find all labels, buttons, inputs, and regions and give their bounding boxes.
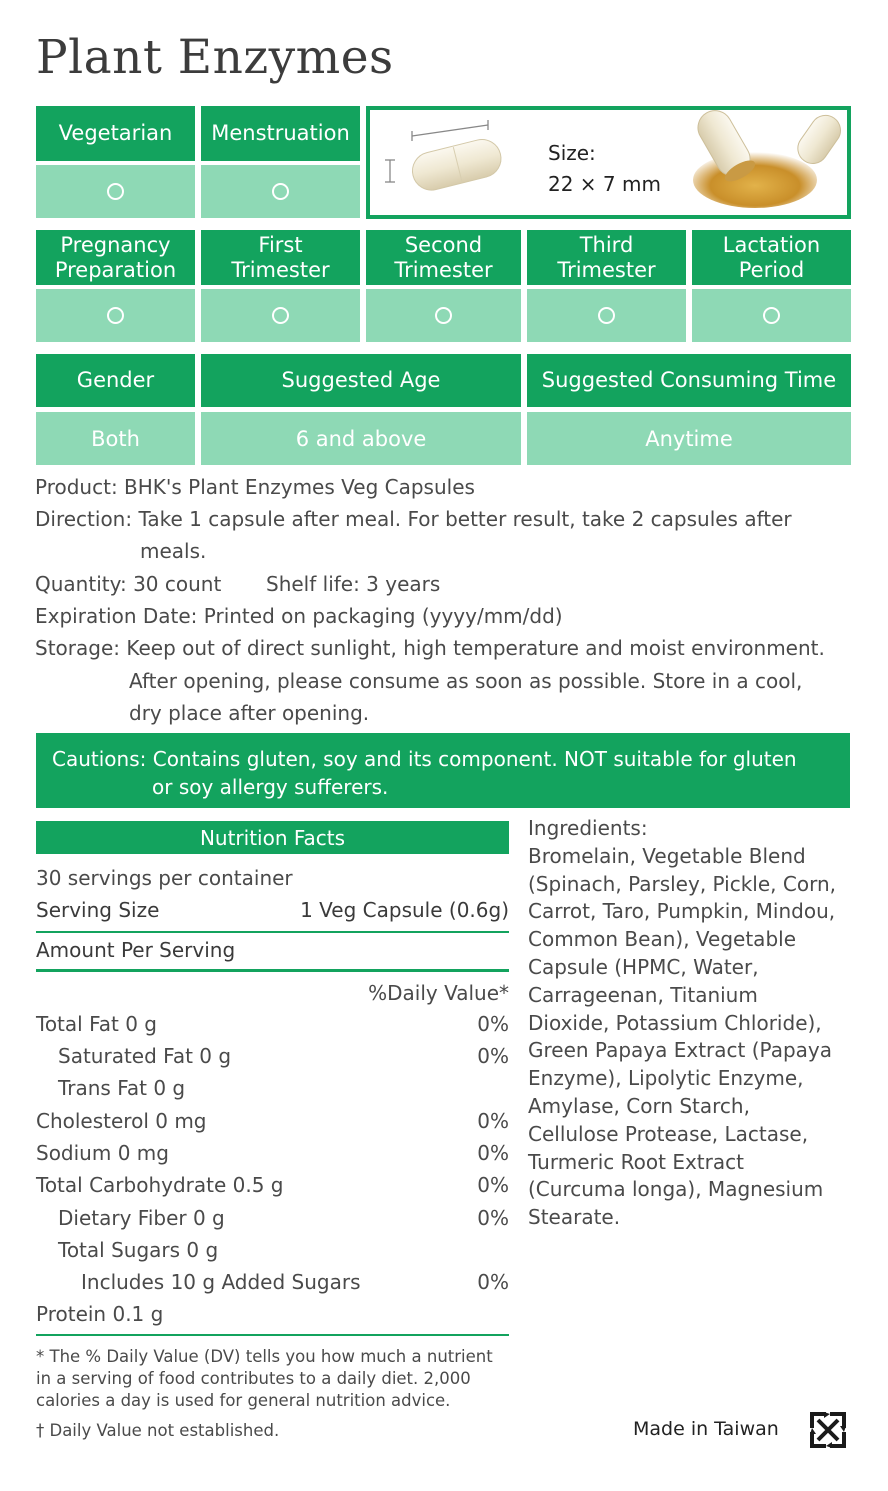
nutrient-label: Total Fat 0 g [36, 1012, 157, 1036]
size-value: 22 × 7 mm [548, 172, 661, 196]
ingredients-line: Bromelain, Vegetable Blend [528, 843, 806, 868]
nutrient-label: Dietary Fiber 0 g [58, 1206, 225, 1230]
cautions-line-cont: or soy allergy sufferers. [152, 775, 389, 799]
header-label-line1: Second [404, 232, 483, 257]
header-label-line2: Trimester [557, 257, 656, 282]
nutrition-facts-title: Nutrition Facts [36, 821, 509, 854]
header-label: Vegetarian [58, 121, 173, 145]
nutrient-row [36, 1266, 509, 1298]
header-suggested-age: Suggested Age [201, 354, 521, 407]
footnote-line: in a serving of food contributes to a daily diet. 2,000 [36, 1369, 471, 1388]
daily-value-footnote [36, 1346, 493, 1412]
nutrient-label: Total Sugars 0 g [58, 1238, 219, 1262]
amount-per-serving [36, 934, 509, 966]
header-menstruation [201, 106, 360, 161]
circle-icon [107, 307, 124, 324]
value-suggested-age: 6 and above [201, 412, 521, 465]
nutrient-pct: 0% [477, 1044, 509, 1068]
nutrient-row [36, 1072, 509, 1104]
nutrient-label: Saturated Fat 0 g [58, 1044, 232, 1068]
nutrient-row [36, 1202, 509, 1234]
header-label-line2: Trimester [231, 257, 330, 282]
nutrient-row [36, 1008, 509, 1040]
value-third-trimester [527, 289, 686, 342]
ingredients-line: Carrot, Taro, Pumpkin, Mindou, [528, 899, 836, 924]
nutrient-label: Total Carbohydrate 0.5 g [36, 1173, 284, 1197]
header-label-line1: Third [579, 232, 634, 257]
circle-icon [272, 183, 289, 200]
value-suggested-time: Anytime [527, 412, 851, 465]
nutrient-pct: 0% [477, 1270, 509, 1294]
header-first-trimester [201, 230, 360, 285]
header-label: Menstruation [211, 121, 350, 145]
servings-per-container [36, 862, 509, 894]
circle-icon [107, 183, 124, 200]
ingredients-line: Stearate. [528, 1205, 621, 1230]
daily-value-label: %Daily Value* [368, 981, 509, 1005]
ingredients-label: Ingredients: [528, 816, 648, 840]
expiration-line: Expiration Date: Printed on packaging (yyyy/mm/dd) [35, 604, 563, 628]
ingredients-line: Enzyme), Lipolytic Enzyme, [528, 1066, 804, 1091]
servings-text: 30 servings per container [36, 866, 293, 890]
ingredients-line: Capsule (HPMC, Water, [528, 954, 759, 979]
value-second-trimester [366, 289, 521, 342]
ingredients-line: (Curcuma longa), Magnesium [528, 1177, 824, 1202]
ingredients-line: Common Bean), Vegetable [528, 927, 796, 952]
serving-size-value: 1 Veg Capsule (0.6g) [300, 898, 509, 922]
nutrient-row [36, 1137, 509, 1169]
value-menstruation [201, 165, 360, 218]
dagger-footnote: † Daily Value not established. [36, 1421, 280, 1440]
direction-line: Direction: Take 1 capsule after meal. For better result, take 2 capsules after [35, 507, 792, 531]
ingredients-line: Amylase, Corn Starch, [528, 1093, 750, 1118]
capsule-size-text [548, 138, 661, 200]
recycle-icon [808, 1410, 848, 1450]
nutrient-pct: 0% [477, 1012, 509, 1036]
header-second-trimester [366, 230, 521, 285]
ingredients-line: (Spinach, Parsley, Pickle, Corn, [528, 871, 836, 896]
circle-icon [598, 307, 615, 324]
nutrient-pct: 0% [477, 1173, 509, 1197]
nutrient-pct: 0% [477, 1141, 509, 1165]
nutrient-row [36, 1298, 509, 1330]
capsule-size-box [366, 106, 851, 219]
ingredients-line: Green Papaya Extract (Papaya [528, 1038, 832, 1063]
storage-line: Storage: Keep out of direct sunlight, high temperature and moist environment. [35, 636, 825, 660]
nutrient-row [36, 1105, 509, 1137]
footnote-line: calories a day is used for general nutrition advice. [36, 1391, 451, 1410]
capsule-powder-image [693, 152, 817, 208]
value-first-trimester [201, 289, 360, 342]
header-third-trimester [527, 230, 686, 285]
divider [36, 931, 509, 933]
amount-per-serving-label: Amount Per Serving [36, 938, 236, 962]
nutrient-label: Sodium 0 mg [36, 1141, 169, 1165]
header-label-line2: Trimester [394, 257, 493, 282]
nutrient-label: Includes 10 g Added Sugars [81, 1270, 361, 1294]
storage-line-cont-2: dry place after opening. [129, 701, 370, 725]
nutrient-label: Protein 0.1 g [36, 1302, 164, 1326]
value-vegetarian [36, 165, 195, 218]
cautions-line: Cautions: Contains gluten, soy and its component. NOT suitable for gluten [52, 747, 797, 771]
shelf-life-line: Shelf life: 3 years [266, 572, 441, 596]
header-label-line1: First [258, 232, 303, 257]
header-pregnancy-preparation [36, 230, 195, 285]
header-label-line1: Lactation [722, 232, 821, 257]
ingredients-line: Cellulose Protease, Lactase, [528, 1121, 809, 1146]
direction-line-cont: meals. [140, 539, 207, 563]
circle-icon [763, 307, 780, 324]
nutrient-row [36, 1234, 509, 1266]
quantity-line: Quantity: 30 count [35, 572, 222, 596]
made-in-label: Made in Taiwan [633, 1418, 779, 1440]
header-vegetarian [36, 106, 195, 161]
storage-line-cont: After opening, please consume as soon as possible. Store in a cool, [129, 669, 803, 693]
circle-icon [435, 307, 452, 324]
header-label-line2: Period [738, 257, 805, 282]
nutrient-row [36, 1040, 509, 1072]
nutrient-label: Cholesterol 0 mg [36, 1109, 207, 1133]
divider [36, 969, 509, 972]
serving-size-label: Serving Size [36, 898, 160, 922]
size-label: Size: [548, 141, 596, 165]
product-line: Product: BHK's Plant Enzymes Veg Capsules [35, 475, 475, 499]
nutrient-row [36, 1169, 509, 1201]
nutrient-pct: 0% [477, 1109, 509, 1133]
value-lactation-period [692, 289, 851, 342]
serving-size-row [36, 894, 509, 926]
footnote-line: * The % Daily Value (DV) tells you how much a nutrient [36, 1347, 493, 1366]
ingredients-line: Carrageenan, Titanium [528, 982, 758, 1007]
nutrient-pct: 0% [477, 1206, 509, 1230]
nutrient-label: Trans Fat 0 g [58, 1076, 186, 1100]
header-gender: Gender [36, 354, 195, 407]
value-pregnancy-preparation [36, 289, 195, 342]
page-title: Plant Enzymes [36, 30, 394, 85]
circle-icon [272, 307, 289, 324]
header-label-line1: Pregnancy [60, 232, 171, 257]
header-lactation-period [692, 230, 851, 285]
header-suggested-time: Suggested Consuming Time [527, 354, 851, 407]
ingredients-line: Dioxide, Potassium Chloride), [528, 1010, 822, 1035]
cautions-banner [36, 733, 850, 808]
ingredients-block [528, 815, 858, 1232]
daily-value-header [36, 977, 509, 1009]
divider [36, 1334, 509, 1336]
header-label-line2: Preparation [54, 257, 177, 282]
ingredients-line: Turmeric Root Extract [528, 1149, 744, 1174]
value-gender: Both [36, 412, 195, 465]
